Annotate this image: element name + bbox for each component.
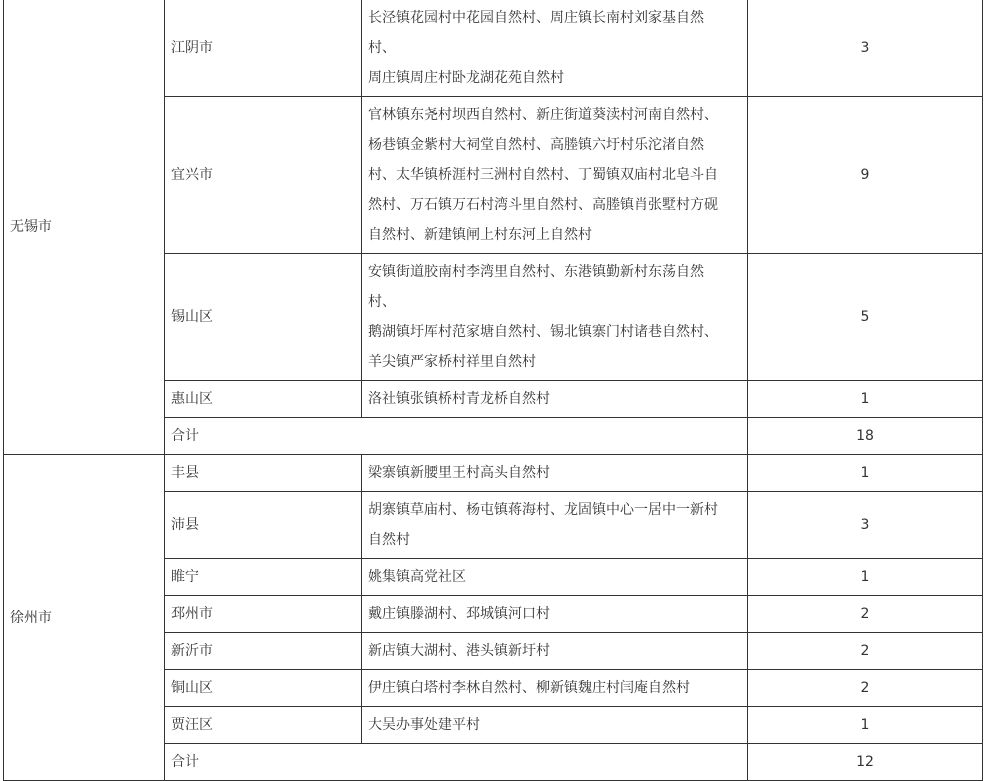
villages-cell: [362, 670, 748, 707]
county-cell: 锡山区: [165, 254, 362, 381]
villages-cell: [362, 0, 748, 97]
village-line: 杨巷镇金紫村大祠堂自然村、高塍镇六圩村乐沱渚自然: [368, 137, 704, 153]
county-cell: 丰县: [165, 455, 362, 492]
count-cell: 1: [748, 381, 983, 418]
count-cell: 1: [748, 707, 983, 744]
count-cell: 2: [748, 633, 983, 670]
village-line: 新店镇大湖村、港头镇新圩村: [368, 643, 550, 659]
villages-cell: [362, 559, 748, 596]
subtotal-value: 18: [748, 418, 983, 455]
village-line: 安镇街道胶南村李湾里自然村、东港镇勤新村东荡自然: [368, 264, 704, 280]
count-cell: 3: [748, 492, 983, 559]
village-line: 鹅湖镇圩厍村范家塘自然村、锡北镇寨门村诸巷自然村、: [368, 324, 718, 340]
village-line: 自然村、新建镇闸上村东河上自然村: [368, 227, 592, 243]
county-cell: 沛县: [165, 492, 362, 559]
villages-cell: [362, 633, 748, 670]
county-cell: 江阴市: [165, 0, 362, 97]
count-cell: 2: [748, 596, 983, 633]
villages-cell: [362, 707, 748, 744]
village-line: 村、: [368, 294, 396, 310]
table-row: [4, 455, 983, 492]
city-cell-xuzhou: 徐州市: [4, 455, 165, 781]
county-cell: 邳州市: [165, 596, 362, 633]
village-line: 然村、万石镇万石村湾斗里自然村、高塍镇肖张墅村方砚: [368, 197, 718, 213]
village-line: 洛社镇张镇桥村青龙桥自然村: [368, 391, 550, 407]
villages-cell: [362, 97, 748, 254]
count-cell: 1: [748, 559, 983, 596]
county-cell: 铜山区: [165, 670, 362, 707]
village-line: 村、: [368, 40, 396, 56]
subtotal-label: 合计: [165, 418, 748, 455]
villages-cell: [362, 254, 748, 381]
city-cell-wuxi: 无锡市: [4, 0, 165, 455]
county-cell: 宜兴市: [165, 97, 362, 254]
county-cell: 惠山区: [165, 381, 362, 418]
villages-cell: [362, 492, 748, 559]
village-line: 姚集镇高党社区: [368, 569, 466, 585]
table-row: [4, 0, 983, 97]
village-line: 大吴办事处建平村: [368, 717, 480, 733]
villages-cell: [362, 596, 748, 633]
county-cell: 贾汪区: [165, 707, 362, 744]
count-cell: 3: [748, 0, 983, 97]
village-line: 自然村: [368, 532, 410, 548]
village-line: 长泾镇花园村中花园自然村、周庄镇长南村刘家基自然: [368, 10, 704, 26]
village-line: 官林镇东尧村坝西自然村、新庄街道葵渎村河南自然村、: [368, 107, 718, 123]
subtotal-value: 12: [748, 744, 983, 781]
subtotal-label: 合计: [165, 744, 748, 781]
villages-cell: [362, 381, 748, 418]
village-line: 伊庄镇白塔村李林自然村、柳新镇魏庄村闫庵自然村: [368, 680, 690, 696]
villages-cell: [362, 455, 748, 492]
village-line: 胡寨镇草庙村、杨屯镇蒋海村、龙固镇中心一居中一新村: [368, 502, 718, 518]
count-cell: 5: [748, 254, 983, 381]
county-cell: 新沂市: [165, 633, 362, 670]
count-cell: 1: [748, 455, 983, 492]
village-line: 村、太华镇桥涯村三洲村自然村、丁蜀镇双庙村北皂斗自: [368, 167, 718, 183]
village-line: 戴庄镇滕湖村、邳城镇河口村: [368, 606, 550, 622]
village-line: 羊尖镇严家桥村祥里自然村: [368, 354, 536, 370]
count-cell: 9: [748, 97, 983, 254]
county-cell: 睢宁: [165, 559, 362, 596]
village-line: 梁寨镇新腰里王村高头自然村: [368, 465, 550, 481]
village-list-table: [3, 0, 983, 781]
count-cell: 2: [748, 670, 983, 707]
village-line: 周庄镇周庄村卧龙湖花苑自然村: [368, 70, 564, 86]
